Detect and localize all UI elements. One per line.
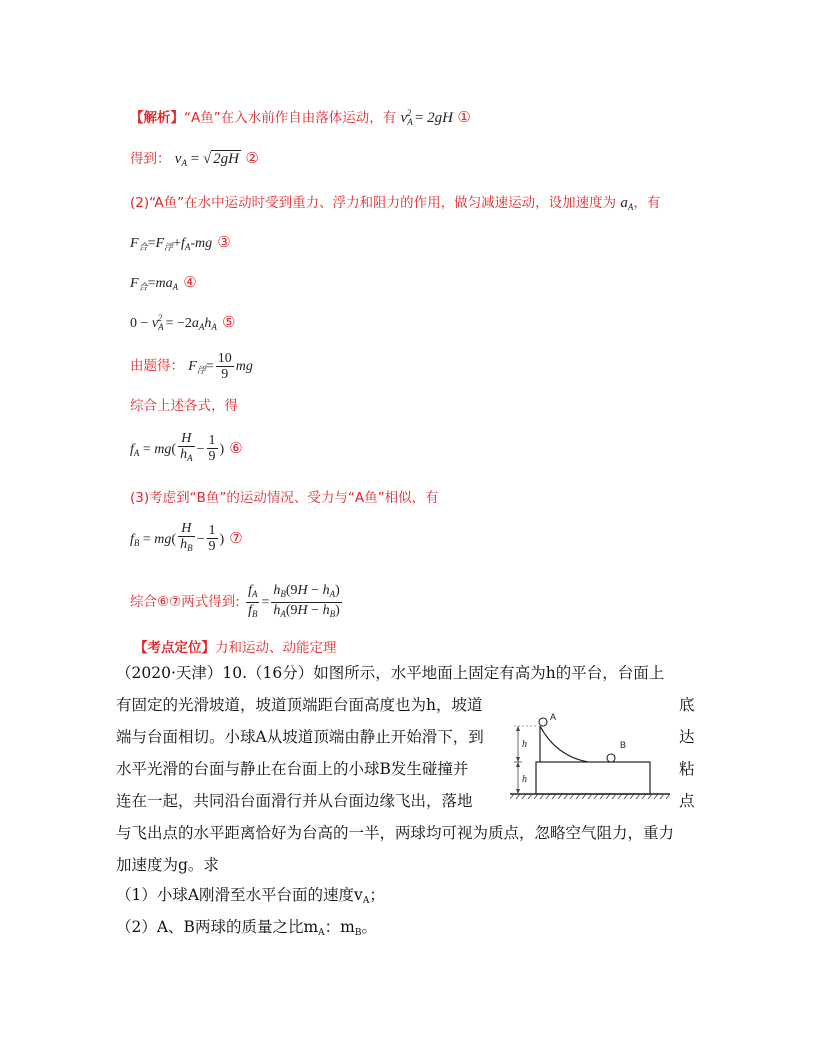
topic-label: 【考点定位】 [134, 640, 215, 656]
figure-label-h2: h [522, 774, 527, 785]
mark-6: ⑥ [229, 439, 243, 457]
problem-line-4-right: 粘 [679, 760, 695, 778]
mark-5: ⑤ [222, 313, 236, 331]
topic-line [134, 636, 337, 656]
mark-1: ① [457, 108, 471, 126]
line3-text: (2)“A鱼”在水中运动时受到重力、浮力和阻力的作用，做匀减速运动，设加速度为 [130, 195, 617, 211]
equation-7: $f_B = mg$( $\frac{H}{h_B}$ − $\frac{1}{9}$ ) ⑦ [130, 521, 243, 554]
problem-line-7: 加速度为g。求 [116, 856, 219, 874]
final-line: 综合⑥⑦两式得到: $\frac{f_A}{f_B}$ = $\frac{h_B(9H - h_A)}{h_A(9H - h_B)}$ [130, 580, 344, 625]
ramp-platform-figure [510, 710, 670, 802]
problem-line-3-right: 达 [679, 728, 695, 746]
problem-line-2-left: 有固定的光滑坡道，坡道顶端距台面高度也为h，坡道 [116, 696, 483, 714]
analysis-line-1 [130, 106, 471, 127]
problem-line-5-right: 点 [679, 792, 695, 810]
problem-line-6: 与飞出点的水平距离恰好为台高的一半，两球均可视为质点，忽略空气阻力，重力 [116, 824, 675, 842]
line3-var: $a_A$ [620, 195, 634, 212]
mark-2: ② [245, 149, 259, 167]
problem-line-3-left: 端与台面相切。小球A从坡道顶端由静止开始滑下，到 [116, 728, 484, 746]
combine-text: 综合上述各式，得 [130, 398, 238, 414]
line3-suffix: ，有 [633, 195, 661, 211]
analysis-line-3 [130, 191, 660, 212]
topic-text: 力和运动、动能定理 [215, 640, 337, 656]
figure-label-a: A [550, 712, 557, 722]
analysis-label: 【解析】 [130, 110, 184, 126]
problem-line-1: （2020·天津）10.（16分）如图所示，水平地面上固定有高为h的平台，台面上 [116, 664, 665, 682]
figure-label-h1: h [522, 739, 527, 750]
given-line: 由题得： $F_浮=$ $\frac{10}{9}$ mg [130, 350, 253, 382]
final-prefix: 综合⑥⑦两式得到: [130, 594, 240, 610]
fraction-10-9: $\frac{10}{9}$ [217, 350, 232, 382]
question-2: （2）A、B两球的质量之比mA：mB。 [116, 918, 377, 938]
final-fraction-left: $\frac{f_A}{f_B}$ [248, 582, 258, 619]
line2-prefix: 得到： [130, 151, 171, 167]
equation-6: $f_A = mg$( $\frac{H}{h_A}$ − $\frac{1}{9}$ ) ⑥ [130, 431, 243, 464]
question-1: （1）小球A刚滑至水平台面的速度vA； [116, 886, 385, 906]
analysis-line1-text: “A鱼”在入水前作自由落体运动，有 [184, 110, 397, 126]
mark-4: ④ [183, 273, 197, 291]
analysis-line-2 [130, 147, 259, 168]
analysis-line-4: (3)考虑到“B鱼”的运动情况、受力与“A鱼”相似，有 [130, 490, 439, 506]
equation-3: $F_合=F_浮+f_A-mg$ ③ [130, 233, 231, 252]
mark-7: ⑦ [229, 529, 243, 547]
final-fraction-right: $\frac{h_B(9H - h_A)}{h_A(9H - h_B)}$ [273, 582, 340, 619]
formula-free-fall: $v_A^2 = 2gH$ [400, 108, 454, 127]
equation-4: $F_合=ma_A$ ④ [130, 273, 197, 292]
equation-5: $0 - v_A^2 = -2a_Ah_A$ ⑤ [130, 313, 236, 332]
problem-line-2-right: 底 [679, 696, 695, 714]
figure-label-b: B [620, 740, 627, 750]
given-prefix: 由题得： [130, 358, 184, 374]
problem-line-4-left: 水平光滑的台面与静止在台面上的小球B发生碰撞并 [116, 760, 469, 778]
mark-3: ③ [217, 233, 231, 251]
problem-line-5-left: 连在一起，共同沿台面滑行并从台面边缘飞出，落地 [116, 792, 473, 810]
formula-va: $v_A$ = √ 2gH [174, 151, 240, 168]
